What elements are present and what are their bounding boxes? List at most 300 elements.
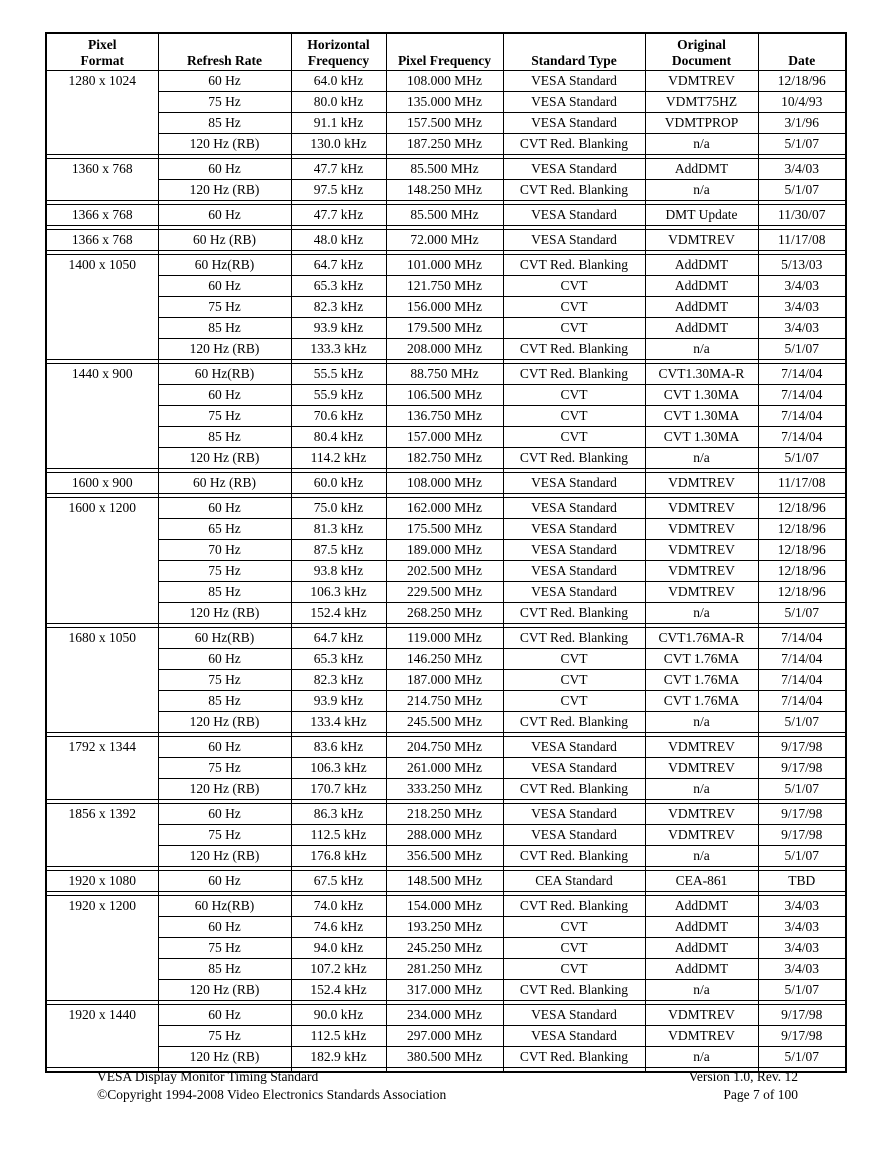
refresh-rate-cell: 65 Hz — [158, 519, 291, 540]
horizontal-frequency-cell: 82.3 kHz — [291, 670, 386, 691]
date-cell: 9/17/98 — [758, 825, 846, 846]
original-document-cell: VDMTREV — [645, 737, 758, 758]
refresh-rate-cell: 75 Hz — [158, 92, 291, 113]
refresh-rate-cell: 60 Hz(RB) — [158, 896, 291, 917]
standard-type-cell: CVT — [503, 649, 645, 670]
pixel-frequency-cell: 288.000 MHz — [386, 825, 503, 846]
horizontal-frequency-cell: 64.0 kHz — [291, 71, 386, 92]
original-document-cell: VDMTREV — [645, 473, 758, 494]
horizontal-frequency-cell: 55.9 kHz — [291, 385, 386, 406]
horizontal-frequency-cell: 83.6 kHz — [291, 737, 386, 758]
date-cell: 7/14/04 — [758, 670, 846, 691]
standard-type-cell: CVT — [503, 691, 645, 712]
standard-type-cell: CVT — [503, 670, 645, 691]
date-cell: 12/18/96 — [758, 540, 846, 561]
date-cell: 5/1/07 — [758, 980, 846, 1001]
header-pixel-format: Pixel Format — [46, 33, 158, 71]
refresh-rate-cell: 60 Hz — [158, 1005, 291, 1026]
refresh-rate-cell: 60 Hz — [158, 385, 291, 406]
date-cell: 3/1/96 — [758, 113, 846, 134]
pixel-frequency-cell: 356.500 MHz — [386, 846, 503, 867]
original-document-cell: n/a — [645, 180, 758, 201]
original-document-cell: VDMTREV — [645, 1005, 758, 1026]
horizontal-frequency-cell: 133.3 kHz — [291, 339, 386, 360]
standard-type-cell: VESA Standard — [503, 498, 645, 519]
original-document-cell: VDMTREV — [645, 71, 758, 92]
date-cell: 12/18/96 — [758, 498, 846, 519]
table-row — [46, 1047, 846, 1068]
table-row — [46, 649, 846, 670]
header-pixel-frequency: Pixel Frequency — [386, 33, 503, 71]
standard-type-cell: VESA Standard — [503, 737, 645, 758]
refresh-rate-cell: 85 Hz — [158, 318, 291, 339]
original-document-cell: VDMTREV — [645, 825, 758, 846]
pixel-frequency-cell: 189.000 MHz — [386, 540, 503, 561]
refresh-rate-cell: 60 Hz — [158, 649, 291, 670]
standard-type-cell: VESA Standard — [503, 804, 645, 825]
original-document-cell: AddDMT — [645, 318, 758, 339]
date-cell: 11/17/08 — [758, 230, 846, 251]
horizontal-frequency-cell: 182.9 kHz — [291, 1047, 386, 1068]
date-cell: 3/4/03 — [758, 938, 846, 959]
refresh-rate-cell: 85 Hz — [158, 691, 291, 712]
pixel-frequency-cell: 187.000 MHz — [386, 670, 503, 691]
date-cell: 5/1/07 — [758, 603, 846, 624]
pixel-frequency-cell: 135.000 MHz — [386, 92, 503, 113]
table-row — [46, 917, 846, 938]
original-document-cell: CVT1.30MA-R — [645, 364, 758, 385]
pixel-frequency-cell: 108.000 MHz — [386, 473, 503, 494]
original-document-cell: CVT 1.30MA — [645, 427, 758, 448]
table-row — [46, 825, 846, 846]
table-row — [46, 71, 846, 92]
original-document-cell: VDMTREV — [645, 582, 758, 603]
refresh-rate-cell: 75 Hz — [158, 406, 291, 427]
horizontal-frequency-cell: 80.0 kHz — [291, 92, 386, 113]
table-row — [46, 159, 846, 180]
pixel-format-cell: 1366 x 768 — [46, 205, 158, 226]
original-document-cell: n/a — [645, 339, 758, 360]
standard-type-cell: CVT — [503, 427, 645, 448]
date-cell: 11/17/08 — [758, 473, 846, 494]
refresh-rate-cell: 120 Hz (RB) — [158, 779, 291, 800]
pixel-frequency-cell: 297.000 MHz — [386, 1026, 503, 1047]
pixel-frequency-cell: 148.250 MHz — [386, 180, 503, 201]
refresh-rate-cell: 60 Hz (RB) — [158, 473, 291, 494]
date-cell: 5/1/07 — [758, 134, 846, 155]
table-row — [46, 628, 846, 649]
refresh-rate-cell: 120 Hz (RB) — [158, 603, 291, 624]
refresh-rate-cell: 75 Hz — [158, 938, 291, 959]
pixel-frequency-cell: 85.500 MHz — [386, 159, 503, 180]
table-row — [46, 603, 846, 624]
date-cell: 3/4/03 — [758, 917, 846, 938]
date-cell: 3/4/03 — [758, 297, 846, 318]
table-row — [46, 1026, 846, 1047]
refresh-rate-cell: 60 Hz — [158, 71, 291, 92]
date-cell: 5/1/07 — [758, 712, 846, 733]
pixel-frequency-cell: 108.000 MHz — [386, 71, 503, 92]
pixel-frequency-cell: 333.250 MHz — [386, 779, 503, 800]
standard-type-cell: CVT Red. Blanking — [503, 448, 645, 469]
pixel-frequency-cell: 136.750 MHz — [386, 406, 503, 427]
horizontal-frequency-cell: 93.8 kHz — [291, 561, 386, 582]
table-row — [46, 180, 846, 201]
horizontal-frequency-cell: 90.0 kHz — [291, 1005, 386, 1026]
standard-type-cell: CVT Red. Blanking — [503, 603, 645, 624]
date-cell: 12/18/96 — [758, 561, 846, 582]
pixel-format-cell: 1400 x 1050 — [46, 255, 158, 360]
refresh-rate-cell: 75 Hz — [158, 758, 291, 779]
pixel-frequency-cell: 193.250 MHz — [386, 917, 503, 938]
table-row — [46, 938, 846, 959]
pixel-frequency-cell: 261.000 MHz — [386, 758, 503, 779]
refresh-rate-cell: 60 Hz(RB) — [158, 255, 291, 276]
pixel-frequency-cell: 234.000 MHz — [386, 1005, 503, 1026]
original-document-cell: AddDMT — [645, 297, 758, 318]
standard-type-cell: VESA Standard — [503, 71, 645, 92]
standard-type-cell: VESA Standard — [503, 1005, 645, 1026]
table-row — [46, 134, 846, 155]
standard-type-cell: CVT Red. Blanking — [503, 712, 645, 733]
standard-type-cell: VESA Standard — [503, 582, 645, 603]
original-document-cell: CVT 1.30MA — [645, 406, 758, 427]
pixel-frequency-cell: 317.000 MHz — [386, 980, 503, 1001]
original-document-cell: VDMTREV — [645, 758, 758, 779]
refresh-rate-cell: 60 Hz — [158, 804, 291, 825]
refresh-rate-cell: 120 Hz (RB) — [158, 448, 291, 469]
date-cell: 7/14/04 — [758, 427, 846, 448]
refresh-rate-cell: 75 Hz — [158, 561, 291, 582]
standard-type-cell: VESA Standard — [503, 1026, 645, 1047]
table-row — [46, 712, 846, 733]
horizontal-frequency-cell: 114.2 kHz — [291, 448, 386, 469]
standard-type-cell: CVT — [503, 406, 645, 427]
footer-page-number: Page 7 of 100 — [723, 1087, 798, 1102]
header-refresh-rate: Refresh Rate — [158, 33, 291, 71]
table-body — [46, 71, 846, 1073]
pixel-frequency-cell: 88.750 MHz — [386, 364, 503, 385]
table-row — [46, 498, 846, 519]
refresh-rate-cell: 70 Hz — [158, 540, 291, 561]
pixel-frequency-cell: 179.500 MHz — [386, 318, 503, 339]
pixel-format-cell: 1440 x 900 — [46, 364, 158, 469]
refresh-rate-cell: 75 Hz — [158, 825, 291, 846]
standard-type-cell: VESA Standard — [503, 825, 645, 846]
original-document-cell: VDMT75HZ — [645, 92, 758, 113]
date-cell: 10/4/93 — [758, 92, 846, 113]
original-document-cell: VDMTREV — [645, 804, 758, 825]
date-cell: 12/18/96 — [758, 71, 846, 92]
horizontal-frequency-cell: 60.0 kHz — [291, 473, 386, 494]
refresh-rate-cell: 120 Hz (RB) — [158, 1047, 291, 1068]
standard-type-cell: CVT — [503, 276, 645, 297]
standard-type-cell: CVT Red. Blanking — [503, 255, 645, 276]
date-cell: 5/1/07 — [758, 779, 846, 800]
header-horizontal-frequency: Horizontal Frequency — [291, 33, 386, 71]
refresh-rate-cell: 60 Hz — [158, 276, 291, 297]
horizontal-frequency-cell: 81.3 kHz — [291, 519, 386, 540]
refresh-rate-cell: 85 Hz — [158, 582, 291, 603]
refresh-rate-cell: 60 Hz (RB) — [158, 230, 291, 251]
horizontal-frequency-cell: 93.9 kHz — [291, 318, 386, 339]
pixel-format-cell: 1680 x 1050 — [46, 628, 158, 733]
pixel-frequency-cell: 182.750 MHz — [386, 448, 503, 469]
standard-type-cell: VESA Standard — [503, 113, 645, 134]
pixel-frequency-cell: 208.000 MHz — [386, 339, 503, 360]
original-document-cell: n/a — [645, 846, 758, 867]
pixel-frequency-cell: 229.500 MHz — [386, 582, 503, 603]
footer-version: Version 1.0, Rev. 12 — [688, 1069, 798, 1084]
table-row — [46, 779, 846, 800]
refresh-rate-cell: 75 Hz — [158, 297, 291, 318]
standard-type-cell: CVT — [503, 385, 645, 406]
pixel-frequency-cell: 146.250 MHz — [386, 649, 503, 670]
standard-type-cell: CVT — [503, 959, 645, 980]
standard-type-cell: VESA Standard — [503, 92, 645, 113]
pixel-frequency-cell: 148.500 MHz — [386, 871, 503, 892]
original-document-cell: AddDMT — [645, 917, 758, 938]
date-cell: 3/4/03 — [758, 959, 846, 980]
original-document-cell: VDMTREV — [645, 1026, 758, 1047]
refresh-rate-cell: 120 Hz (RB) — [158, 712, 291, 733]
horizontal-frequency-cell: 47.7 kHz — [291, 205, 386, 226]
table-row — [46, 691, 846, 712]
table-row — [46, 582, 846, 603]
date-cell: 3/4/03 — [758, 159, 846, 180]
table-row — [46, 92, 846, 113]
original-document-cell: CEA-861 — [645, 871, 758, 892]
date-cell: 7/14/04 — [758, 406, 846, 427]
original-document-cell: n/a — [645, 1047, 758, 1068]
date-cell: 9/17/98 — [758, 1005, 846, 1026]
pixel-frequency-cell: 380.500 MHz — [386, 1047, 503, 1068]
date-cell: 11/30/07 — [758, 205, 846, 226]
original-document-cell: AddDMT — [645, 255, 758, 276]
pixel-frequency-cell: 268.250 MHz — [386, 603, 503, 624]
horizontal-frequency-cell: 64.7 kHz — [291, 628, 386, 649]
footer-left — [97, 1068, 446, 1104]
original-document-cell: VDMTREV — [645, 540, 758, 561]
original-document-cell: n/a — [645, 448, 758, 469]
horizontal-frequency-cell: 48.0 kHz — [291, 230, 386, 251]
standard-type-cell: CVT — [503, 917, 645, 938]
horizontal-frequency-cell: 91.1 kHz — [291, 113, 386, 134]
standard-type-cell: VESA Standard — [503, 473, 645, 494]
refresh-rate-cell: 60 Hz(RB) — [158, 364, 291, 385]
original-document-cell: AddDMT — [645, 159, 758, 180]
date-cell: 3/4/03 — [758, 318, 846, 339]
refresh-rate-cell: 85 Hz — [158, 113, 291, 134]
horizontal-frequency-cell: 106.3 kHz — [291, 582, 386, 603]
pixel-frequency-cell: 214.750 MHz — [386, 691, 503, 712]
refresh-rate-cell: 60 Hz — [158, 159, 291, 180]
original-document-cell: n/a — [645, 779, 758, 800]
date-cell: 9/17/98 — [758, 758, 846, 779]
refresh-rate-cell: 120 Hz (RB) — [158, 980, 291, 1001]
standard-type-cell: CVT Red. Blanking — [503, 364, 645, 385]
pixel-frequency-cell: 218.250 MHz — [386, 804, 503, 825]
standard-type-cell: CVT Red. Blanking — [503, 1047, 645, 1068]
table-row — [46, 364, 846, 385]
original-document-cell: n/a — [645, 603, 758, 624]
table-row — [46, 959, 846, 980]
pixel-frequency-cell: 121.750 MHz — [386, 276, 503, 297]
standard-type-cell: CVT Red. Blanking — [503, 846, 645, 867]
pixel-format-cell: 1360 x 768 — [46, 159, 158, 201]
pixel-format-cell: 1792 x 1344 — [46, 737, 158, 800]
standard-type-cell: CVT Red. Blanking — [503, 779, 645, 800]
date-cell: 5/1/07 — [758, 448, 846, 469]
original-document-cell: VDMTPROP — [645, 113, 758, 134]
standard-type-cell: VESA Standard — [503, 561, 645, 582]
table-row — [46, 427, 846, 448]
horizontal-frequency-cell: 47.7 kHz — [291, 159, 386, 180]
table-row — [46, 737, 846, 758]
horizontal-frequency-cell: 176.8 kHz — [291, 846, 386, 867]
standard-type-cell: VESA Standard — [503, 159, 645, 180]
table-row — [46, 385, 846, 406]
standard-type-cell: CVT Red. Blanking — [503, 339, 645, 360]
table-row — [46, 871, 846, 892]
table-row — [46, 406, 846, 427]
standard-type-cell: VESA Standard — [503, 540, 645, 561]
horizontal-frequency-cell: 65.3 kHz — [291, 276, 386, 297]
original-document-cell: n/a — [645, 712, 758, 733]
date-cell: 5/1/07 — [758, 339, 846, 360]
pixel-frequency-cell: 101.000 MHz — [386, 255, 503, 276]
horizontal-frequency-cell: 170.7 kHz — [291, 779, 386, 800]
original-document-cell: VDMTREV — [645, 561, 758, 582]
refresh-rate-cell: 60 Hz — [158, 871, 291, 892]
date-cell: 5/1/07 — [758, 180, 846, 201]
table-row — [46, 297, 846, 318]
pixel-frequency-cell: 154.000 MHz — [386, 896, 503, 917]
horizontal-frequency-cell: 67.5 kHz — [291, 871, 386, 892]
horizontal-frequency-cell: 93.9 kHz — [291, 691, 386, 712]
horizontal-frequency-cell: 64.7 kHz — [291, 255, 386, 276]
standard-type-cell: VESA Standard — [503, 205, 645, 226]
original-document-cell: CVT1.76MA-R — [645, 628, 758, 649]
original-document-cell: AddDMT — [645, 276, 758, 297]
pixel-frequency-cell: 202.500 MHz — [386, 561, 503, 582]
table-row — [46, 670, 846, 691]
standard-type-cell: CVT Red. Blanking — [503, 896, 645, 917]
table-row — [46, 473, 846, 494]
horizontal-frequency-cell: 130.0 kHz — [291, 134, 386, 155]
refresh-rate-cell: 85 Hz — [158, 427, 291, 448]
pixel-format-cell: 1920 x 1080 — [46, 871, 158, 892]
refresh-rate-cell: 85 Hz — [158, 959, 291, 980]
footer-copyright: ©Copyright 1994-2008 Video Electronics Standards Association — [97, 1087, 447, 1102]
original-document-cell: AddDMT — [645, 959, 758, 980]
original-document-cell: CVT 1.76MA — [645, 670, 758, 691]
table-row — [46, 318, 846, 339]
standard-type-cell: VESA Standard — [503, 758, 645, 779]
pixel-frequency-cell: 187.250 MHz — [386, 134, 503, 155]
date-cell: 7/14/04 — [758, 364, 846, 385]
original-document-cell: n/a — [645, 980, 758, 1001]
horizontal-frequency-cell: 112.5 kHz — [291, 1026, 386, 1047]
horizontal-frequency-cell: 107.2 kHz — [291, 959, 386, 980]
pixel-frequency-cell: 245.250 MHz — [386, 938, 503, 959]
pixel-format-cell: 1600 x 1200 — [46, 498, 158, 624]
table-row — [46, 846, 846, 867]
horizontal-frequency-cell: 55.5 kHz — [291, 364, 386, 385]
pixel-format-cell: 1280 x 1024 — [46, 71, 158, 155]
refresh-rate-cell: 60 Hz — [158, 917, 291, 938]
pixel-frequency-cell: 204.750 MHz — [386, 737, 503, 758]
table-row — [46, 339, 846, 360]
refresh-rate-cell: 75 Hz — [158, 1026, 291, 1047]
date-cell: 7/14/04 — [758, 628, 846, 649]
standard-type-cell: CVT Red. Blanking — [503, 180, 645, 201]
pixel-frequency-cell: 156.000 MHz — [386, 297, 503, 318]
pixel-frequency-cell: 72.000 MHz — [386, 230, 503, 251]
original-document-cell: AddDMT — [645, 938, 758, 959]
table-row — [46, 758, 846, 779]
standard-type-cell: CVT — [503, 938, 645, 959]
horizontal-frequency-cell: 82.3 kHz — [291, 297, 386, 318]
date-cell: 9/17/98 — [758, 737, 846, 758]
horizontal-frequency-cell: 94.0 kHz — [291, 938, 386, 959]
refresh-rate-cell: 60 Hz(RB) — [158, 628, 291, 649]
original-document-cell: CVT 1.76MA — [645, 691, 758, 712]
refresh-rate-cell: 120 Hz (RB) — [158, 134, 291, 155]
table-row — [46, 519, 846, 540]
date-cell: 7/14/04 — [758, 649, 846, 670]
refresh-rate-cell: 120 Hz (RB) — [158, 180, 291, 201]
original-document-cell: DMT Update — [645, 205, 758, 226]
pixel-format-cell: 1920 x 1200 — [46, 896, 158, 1001]
horizontal-frequency-cell: 65.3 kHz — [291, 649, 386, 670]
date-cell: 12/18/96 — [758, 519, 846, 540]
pixel-frequency-cell: 245.500 MHz — [386, 712, 503, 733]
pixel-format-cell: 1366 x 768 — [46, 230, 158, 251]
table-row — [46, 448, 846, 469]
table-row — [46, 230, 846, 251]
standard-type-cell: CVT — [503, 318, 645, 339]
pixel-frequency-cell: 281.250 MHz — [386, 959, 503, 980]
date-cell: 3/4/03 — [758, 276, 846, 297]
table-row — [46, 205, 846, 226]
pixel-frequency-cell: 175.500 MHz — [386, 519, 503, 540]
original-document-cell: CVT 1.30MA — [645, 385, 758, 406]
refresh-rate-cell: 60 Hz — [158, 737, 291, 758]
refresh-rate-cell: 60 Hz — [158, 205, 291, 226]
date-cell: 9/17/98 — [758, 1026, 846, 1047]
pixel-frequency-cell: 119.000 MHz — [386, 628, 503, 649]
horizontal-frequency-cell: 97.5 kHz — [291, 180, 386, 201]
standard-type-cell: CEA Standard — [503, 871, 645, 892]
table-row — [46, 561, 846, 582]
original-document-cell: CVT 1.76MA — [645, 649, 758, 670]
original-document-cell: n/a — [645, 134, 758, 155]
table-row — [46, 804, 846, 825]
table-row — [46, 980, 846, 1001]
original-document-cell: AddDMT — [645, 896, 758, 917]
horizontal-frequency-cell: 152.4 kHz — [291, 603, 386, 624]
horizontal-frequency-cell: 87.5 kHz — [291, 540, 386, 561]
separator-cell — [503, 1068, 645, 1073]
horizontal-frequency-cell: 80.4 kHz — [291, 427, 386, 448]
table-row — [46, 255, 846, 276]
date-cell: 5/1/07 — [758, 846, 846, 867]
date-cell: 12/18/96 — [758, 582, 846, 603]
date-cell: 5/1/07 — [758, 1047, 846, 1068]
refresh-rate-cell: 120 Hz (RB) — [158, 339, 291, 360]
horizontal-frequency-cell: 106.3 kHz — [291, 758, 386, 779]
